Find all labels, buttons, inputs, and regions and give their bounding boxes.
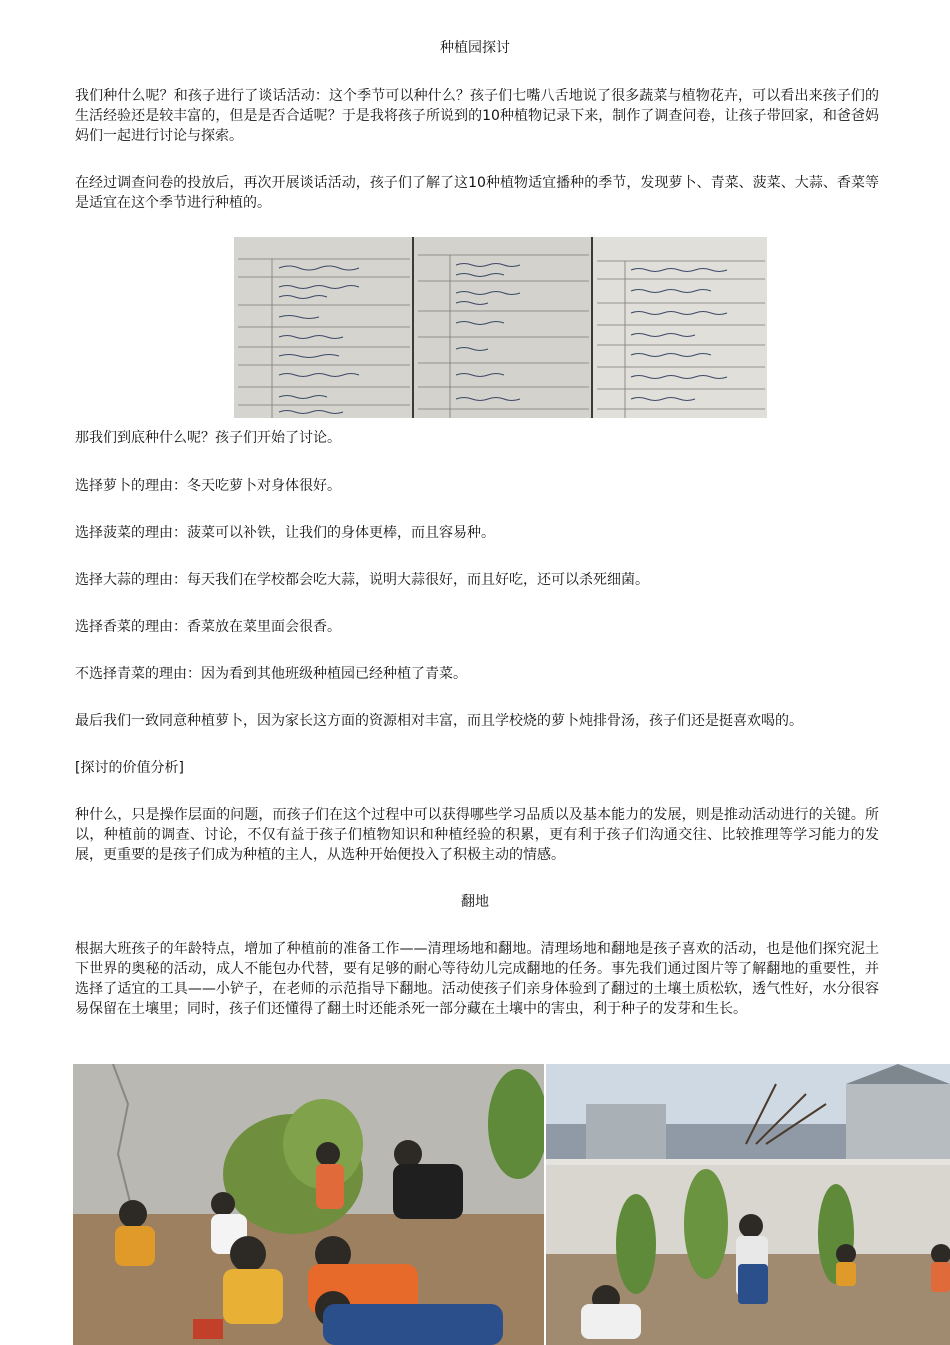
paragraph-conclusion: 最后我们一致同意种植萝卜，因为家长这方面的资源相对丰富，而且学校烧的萝卜炖排骨汤，孩子们还是挺喜欢喝的。 — [75, 713, 803, 729]
reason-garlic: 选择大蒜的理由：每天我们在学校都会吃大蒜，说明大蒜很好，而且好吃，还可以杀死细菌。 — [75, 572, 649, 588]
survey-photo-2 — [414, 237, 591, 418]
paragraph-survey-result: 在经过调查问卷的投放后，再次开展谈话活动，孩子们了解了这10种植物适宜播种的季节，发现萝卜、青菜、菠菜、大蒜、香菜等是适宜在这个季节进行种植的。 — [75, 175, 879, 211]
survey-photo-1 — [234, 237, 412, 418]
survey-photo-3 — [593, 237, 767, 418]
reason-radish: 选择萝卜的理由：冬天吃萝卜对身体很好。 — [75, 478, 341, 494]
reason-not-greens: 不选择青菜的理由：因为看到其他班级种植园已经种植了青菜。 — [75, 666, 467, 682]
paragraph-analysis: 种什么，只是操作层面的问题，而孩子们在这个过程中可以获得哪些学习品质以及基本能力的发展，则是推动活动进行的关键。所以，种植前的调查、讨论，不仅有益于孩子们植物知识和种植经验的积累，更有利于孩子们沟通交往、比较推理等学习能力的发展，更重要的是孩子们成为种植的主人，从选种开始便投入了积极主动的情感。 — [75, 807, 879, 863]
section-title-planting-discussion: 种植园探讨 — [440, 40, 510, 56]
section-title-turning-soil: 翻地 — [461, 894, 489, 910]
garden-photos — [73, 1064, 950, 1345]
garden-photo-garden-plot — [546, 1064, 950, 1345]
garden-photo-children-digging — [73, 1064, 544, 1345]
reason-spinach: 选择菠菜的理由：菠菜可以补铁，让我们的身体更棒，而且容易种。 — [75, 525, 495, 541]
paragraph-intro: 我们种什么呢？和孩子进行了谈话活动：这个季节可以种什么？孩子们七嘴八舌地说了很多蔬菜与植物花卉，可以看出来孩子们的生活经验还是较丰富的，但是是否合适呢？于是我将孩子所说到的10种植物记录下来，制作了调查问卷，让孩子带回家，和爸爸妈妈们一起进行讨论与探索。 — [75, 88, 879, 144]
paragraph-discussion-start: 那我们到底种什么呢？孩子们开始了讨论。 — [75, 430, 341, 446]
paragraph-turning-soil: 根据大班孩子的年龄特点，增加了种植前的准备工作——清理场地和翻地。清理场地和翻地是孩子喜欢的活动，也是他们探究泥土下世界的奥秘的活动，成人不能包办代替，要有足够的耐心等待幼儿完成翻地的任务。事先我们通过图片等了解翻地的重要性，并选择了适宜的工具——小铲子，在老师的示范指导下翻地。活动使孩子们亲身体验到了翻过的土壤土质松软，透气性好，水分很容易保留在土壤里；同时，孩子们还懂得了翻土时还能杀死一部分藏在土壤中的害虫，利于种子的发芽和生长。 — [75, 941, 879, 1017]
reason-coriander: 选择香菜的理由：香菜放在菜里面会很香。 — [75, 619, 341, 635]
survey-photos — [234, 237, 767, 418]
analysis-label: [探讨的价值分析] — [75, 760, 184, 776]
